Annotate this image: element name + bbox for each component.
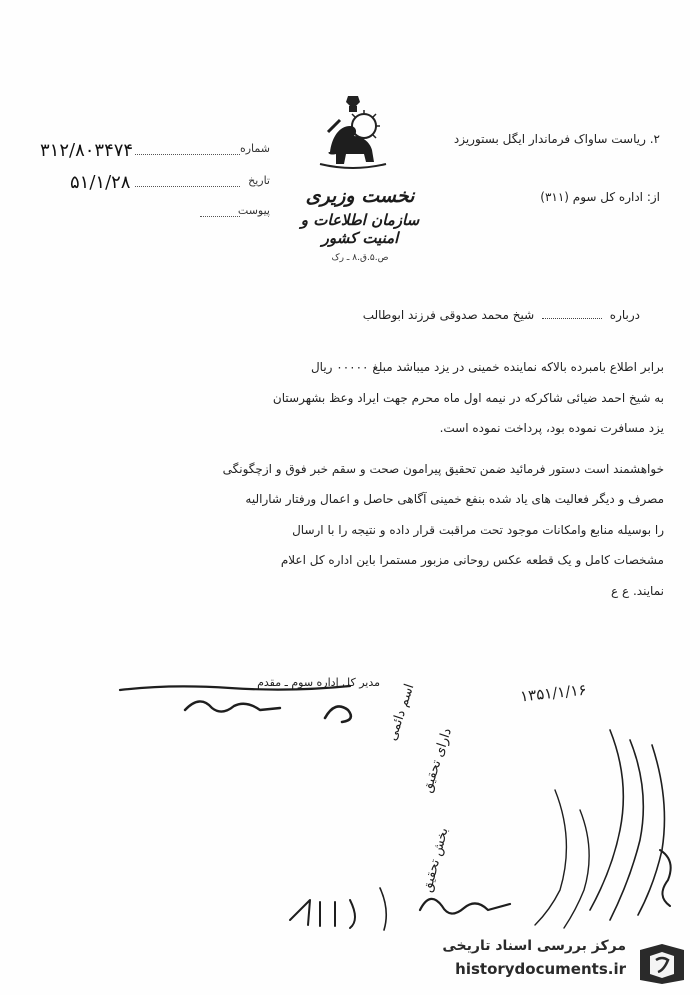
attachment-dots [200, 216, 240, 217]
sender-line: از: اداره کل سوم (۳۱۱) [540, 190, 660, 204]
archive-logo-icon [636, 940, 688, 986]
number-label: شماره [239, 142, 270, 155]
subject-label: درباره [609, 308, 640, 322]
body-line: مصرف و دیگر فعالیت های یاد شده بنفع خمینی آگاهی حاصل و اعمال ورفتار شارالیه [245, 492, 664, 506]
number-dots [135, 154, 240, 155]
ministry-block [285, 185, 435, 263]
bottom-signature-icon [280, 880, 560, 940]
handwritten-note: دارای تحقیق [420, 726, 455, 795]
attachment-label: پیوست [237, 204, 270, 217]
date-dots [135, 186, 240, 187]
director-signature-icon [110, 680, 380, 730]
body-line: را بوسیله منابع وامکانات موجود تحت مراقبت قرار داده و نتیجه را با ارسال [292, 522, 664, 537]
ministry-name: نخست وزیری [305, 185, 415, 207]
watermark-url: historydocuments.ir [455, 960, 626, 978]
body-line: برابر اطلاع بامبرده بالاکه نماینده خمینی در یزد میباشد مبلغ ۰۰۰۰۰ ریال [310, 360, 664, 374]
classification-code: ص.۵.ق.۸ ـ رک [331, 253, 389, 263]
header-addressee-block [410, 132, 660, 248]
attachment-field [40, 202, 270, 228]
body-line: نمایند. ع ع [611, 583, 664, 598]
signatory-title: مدیر کل اداره سوم ـ مقدم [257, 676, 380, 689]
body-line: خواهشمند است دستور فرمائید ضمن تحقیق پیرامون صحت و سقم خبر فوق و ازچگونگی [222, 461, 664, 476]
subject-line [140, 308, 640, 322]
number-field [40, 140, 270, 166]
date-field [40, 172, 270, 198]
subject-dots [542, 318, 602, 319]
handwritten-note: بخش تحقیق [420, 826, 452, 894]
lion-and-sun-emblem-icon [318, 92, 388, 172]
body-line: به شیخ احمد ضیائی شاکرکه در نیمه اول ماه محرم جهت ایراد وعظ بشهرستان [272, 390, 664, 405]
handwritten-note: اسم دائمی [385, 682, 418, 743]
subject-text: شیخ محمد صدوقی فرزند ابوطالب [362, 308, 535, 322]
organization-name: سازمان اطلاعات و امنیت کشور [300, 211, 420, 247]
date-label: تاریخ [248, 174, 270, 187]
watermark [420, 938, 690, 988]
number-value: ۳۱۲/۸۰۳۴۷۴ [40, 140, 134, 161]
watermark-title: مرکز بررسی اسناد تاریخی [442, 938, 626, 954]
body-line: مشخصات کامل و یک قطعه عکس روحانی مزبور مستمرا باین اداره کل اعلام [280, 553, 664, 567]
date-value: ۵۱/۱/۲۸ [70, 172, 131, 193]
addressee-line: ۲. ریاست ساواک فرماندار ایگل بستوریزد [453, 132, 660, 146]
letter-body [44, 352, 664, 606]
body-line: یزد مسافرت نموده بود، پرداخت نموده است. [439, 421, 664, 435]
handwritten-date: ۱۳۵۱/۱/۱۶ [519, 680, 588, 706]
